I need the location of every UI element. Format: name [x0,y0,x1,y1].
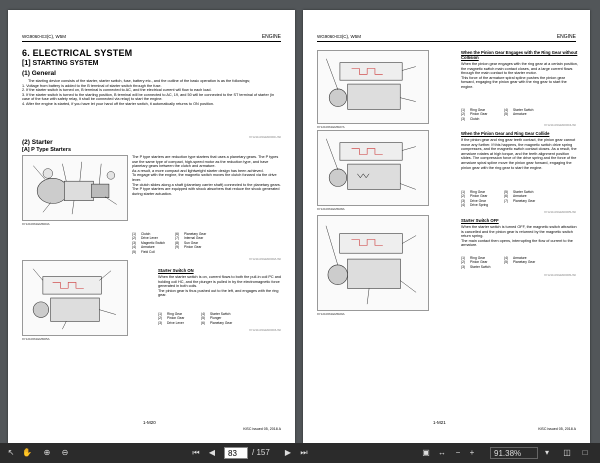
page-header [22,34,281,42]
legend-cell: (3) [461,264,466,269]
fit-page-icon[interactable]: ▣ [422,448,430,457]
legend-cell: Drive Lever [167,320,184,325]
split-view-icon[interactable]: ◫ [563,448,571,457]
figure-caption: 9Y1210661EMM03A [22,222,50,226]
total-pages-label: / 157 [252,448,270,457]
legend-cell: (7) [175,236,180,241]
zoom-out-tool-icon[interactable]: ⊖ [61,448,69,457]
legend-cell: (3) [461,198,466,203]
legend-cell: (4) [201,312,206,316]
block2-paragraph [461,138,579,170]
legend-cell: (5) [504,260,509,265]
legend-cell: (5) [504,112,509,117]
block1-title: When the Pinion Gear Engages with the Ring Gear without Collision [461,50,578,60]
last-page-icon[interactable]: ⏭ [300,448,308,457]
legend-cell: Starter Switch [470,264,491,269]
legend-row [158,321,244,325]
legend-cell: Pinion Gear [470,260,488,265]
legend-cell [513,265,547,269]
legend-cell: (2) [158,316,163,321]
legend-cell [184,250,218,254]
legend-cell: Pinion Gear [470,112,488,117]
legend-row [461,203,547,207]
legend-cell: Armature [513,112,527,117]
reference-code: 9Y1211133GEM0004US0 [544,123,576,127]
select-tool-icon[interactable]: ↖ [7,448,15,457]
legend-cell: (3) [461,116,466,121]
legend-cell: Planetary Gear [513,198,536,203]
legend-cell: (6) [201,320,206,325]
reference-code: 9Y1211133GEM0002US0 [249,257,281,261]
legend-cell [504,265,513,269]
legend-cell: (2) [132,236,137,241]
legend-cell: Armature [513,194,527,199]
block3-paragraph [461,225,579,248]
parts-legend [132,232,218,254]
legend-cell [504,117,513,121]
legend-cell: Field Coil [141,249,155,254]
legend-cell: (4) [504,108,509,112]
figure-caption: 9Y1210661EMM29A [317,312,345,316]
page-number: 1-M21 [433,420,446,425]
legend-cell: (5) [201,316,206,321]
legend-cell: (2) [461,112,466,117]
legend-cell: Ring Gear [470,256,486,260]
zoom-in-tool-icon[interactable]: ⊕ [43,448,51,457]
legend-cell: Drive Gear [470,198,486,203]
legend-cell: (1) [461,256,466,260]
header-model: WG9060-E3(C), W5M [317,34,362,39]
hand-tool-icon[interactable]: ✋ [22,448,32,457]
page-number: 1-M20 [143,420,156,425]
single-view-icon[interactable]: □ [582,448,588,457]
legend-cell: Ring Gear [470,108,486,112]
legend-row [461,117,547,121]
fit-width-icon[interactable]: ↔ [438,448,446,457]
legend-cell: Plunger [210,316,222,321]
legend-cell: Starter Switch [210,312,231,316]
legend-cell: Sun Gear [184,240,199,245]
starter-on-paragraph [158,275,282,298]
legend-row [461,265,547,269]
p-type-text-2: As a result, a more compact and lightweight starter design has been achieved. [132,168,264,173]
legend-cell: Pinion Gear [184,245,202,250]
legend-cell: Clutch [470,116,480,121]
general-step-4: 4. After the engine is started, if you have let your hand off the starter switch, it automatically returns to ON position. [22,101,214,106]
previous-page-icon[interactable]: ◀ [208,448,216,457]
parts-legend [461,190,547,208]
p-type-text-4: The clutch slides along a shaft (planetary carrier shaft) connected to the planetary gears. [132,182,281,187]
subsection-starter: (2) Starter [22,139,53,146]
legend-cell: Pinion Gear [167,316,185,321]
starter-exploded-illustration [23,156,127,220]
first-page-icon[interactable]: ⏮ [192,448,200,457]
legend-cell: Planetary Gear [184,232,207,236]
p-type-text-5: The P type starters are equipped with shock absorbers that reduce the shock generated during starter actuation. [132,187,280,196]
block3-text-2: The main contact then opens, interrupting the flow of current to the armature. [461,238,573,248]
legend-cell [504,203,513,207]
legend-cell: (2) [461,194,466,199]
page-footer: KiSC issued 05, 2018 A [538,427,576,431]
legend-cell: (3) [132,240,137,245]
legend-cell: (1) [132,232,137,236]
page-header [317,34,576,42]
parts-legend [461,108,547,121]
starter-on-illustration [23,261,127,335]
legend-cell [513,117,547,121]
legend-cell [175,250,184,254]
starter-off-illustration [318,216,428,310]
subsection-general: (1) General [22,70,56,77]
block2-text-1: If the pinion gear and ring gear teeth contact, the pinion gear cannot move any further. If this happens, the magnetic switch drive spring compresses, and the magnetic switch contact closes. As a result, the armature rotates at high torque, and the teeth alignment position slides. The compression force of the drive spring and the force of the armature spiral spline move the pinion gear forward, engaging the pinion gear with the ring gear to start the engine. [461,138,577,170]
legend-row [132,250,218,254]
general-step-1: 1. Voltage from battery is added to the B terminal of starter switch through the fuse. [22,83,162,88]
starter-switch-on-diagram [22,260,128,336]
subsection-p-type: [A] P Type Starters [22,147,72,153]
legend-cell: (6) [175,232,180,236]
legend-cell: (1) [461,108,466,112]
page-number-input[interactable]: 83 [224,447,248,459]
viewer-toolbar [0,443,600,463]
parts-legend [158,312,244,325]
starter-on-title: Starter Switch ON [158,268,194,273]
legend-cell: Drive Lever [141,236,158,241]
header-section: ENGINE [261,34,281,40]
figure-caption: 9Y1210661EMM05A [22,337,50,341]
general-step-3: 3. If the starter switch is turned to the starting position, B terminal will be connected to AC, 19, and 50 will be connected to the ST terminal of starter (in case of the fuse with safety relay, it shall be connected via relay) to start the engine. [22,92,275,102]
header-model: WG9060-E3(C), W5M [22,34,67,39]
legend-cell: Starter Switch [513,190,534,194]
zoom-plus-icon[interactable]: + [469,448,475,457]
reference-code: 9Y1211133GEM0005US0 [544,210,576,214]
legend-cell: Ring Gear [167,312,183,316]
general-step-2: 2. If the starter switch is turned on, B terminal is connected to AC, and the electrical current will flow to each load. [22,88,212,93]
reference-code: 9Y1211133GEM0003US0 [249,328,281,332]
block2-title: When the Pinion Gear and Ring Gear Collide [461,131,550,136]
starter-switch-off-diagram [317,215,429,311]
chapter-title: 6. ELECTRICAL SYSTEM [22,48,133,58]
section-title: [1] STARTING SYSTEM [22,60,99,67]
legend-cell: Internal Gear [184,236,204,241]
legend-cell: Armature [141,245,155,250]
legend-cell: (8) [175,240,180,245]
legend-cell: Planetary Gear [210,320,233,325]
legend-cell [513,203,547,207]
pinion-collide-diagram [317,130,429,206]
left-page [8,10,295,443]
general-intro: The starting device consists of the starter, starter switch, fuse, battery etc., and the outline of the basic operation is as the followings; [28,79,251,83]
legend-cell: Drive Spring [470,203,489,208]
starter-on-text-2: The pinion gear is thus pushed out to the left, and engages with the ring gear. [158,288,279,298]
next-page-icon[interactable]: ▶ [284,448,292,457]
legend-cell: (2) [461,260,466,265]
legend-cell: (4) [461,203,466,208]
parts-legend [461,256,547,269]
reference-code: 9Y1211133GEM0001US0 [249,135,281,139]
pinion-engage-diagram [317,50,429,124]
starter-on-text-1: When the starter switch is on, current flows to both the pull-in coil PC and holding coil HC, and the plunger is pulled in by the electromagnetic force generated in both coils. [158,275,282,289]
zoom-level-input[interactable]: 91.38% [490,447,538,459]
starter-diagram [22,155,128,221]
legend-cell: Armature [513,256,527,260]
legend-cell: Magnetic Switch [141,240,166,245]
legend-cell: Ring Gear [470,190,486,194]
pinion-collide-illustration [318,131,428,205]
p-type-text-3: To engage with the engine, the magnetic switch moves the clutch forward via the drive lever. [132,173,277,182]
general-paragraph [22,79,280,107]
legend-cell: Clutch [141,232,151,236]
figure-caption: 9Y1210661EMM27A [317,125,345,129]
block1-text-1: When the pinion gear engages with the ring gear at a certain position, the magnetic switch main contact closes, and a large current flows through the main contact to the starter motor. [461,62,578,76]
legend-cell: (4) [132,245,137,250]
legend-cell: Starter Switch [513,108,534,112]
figure-caption: 9Y1210661EMM28A [317,207,345,211]
legend-cell: (1) [461,190,466,194]
legend-cell: (9) [175,245,180,250]
legend-cell: Planetary Gear [513,260,536,265]
legend-cell: (4) [504,256,509,260]
legend-cell: (5) [504,190,509,194]
legend-cell: (7) [504,198,509,203]
block1-paragraph [461,62,579,90]
zoom-minus-icon[interactable]: − [455,448,461,457]
page-footer: KiSC issued 05, 2018 A [243,427,281,431]
block3-text-1: When the starter switch is turned OFF, the magnetic switch attraction is cancelled and the pinion gear is returned by the magnetic switch return spring. [461,225,577,239]
legend-cell: (1) [158,312,163,316]
legend-cell: (6) [504,194,509,199]
header-section: ENGINE [556,34,576,40]
block3-title: Starter Switch OFF [461,218,499,223]
p-type-text-1: The P type starters are reduction type starters that uses a planetary gears. The P types use the same type of compact, high-speed motor as the reduction type, and have planetary gears between the clutch and armature. [132,155,279,169]
block1-text-2: This force of the armature spiral spline pushes the pinion gear forward, engaging the pinion gear with the ring gear to start the engine. [461,75,567,89]
legend-cell: Pinion Gear [470,194,488,199]
right-page [303,10,590,443]
pinion-engage-illustration [318,51,428,123]
legend-cell: (5) [132,249,137,254]
p-type-paragraph [132,155,282,196]
reference-code: 9Y1211133GEM0006US0 [544,273,576,277]
legend-cell: (3) [158,320,163,325]
chevron-down-icon[interactable]: ▾ [544,448,549,457]
